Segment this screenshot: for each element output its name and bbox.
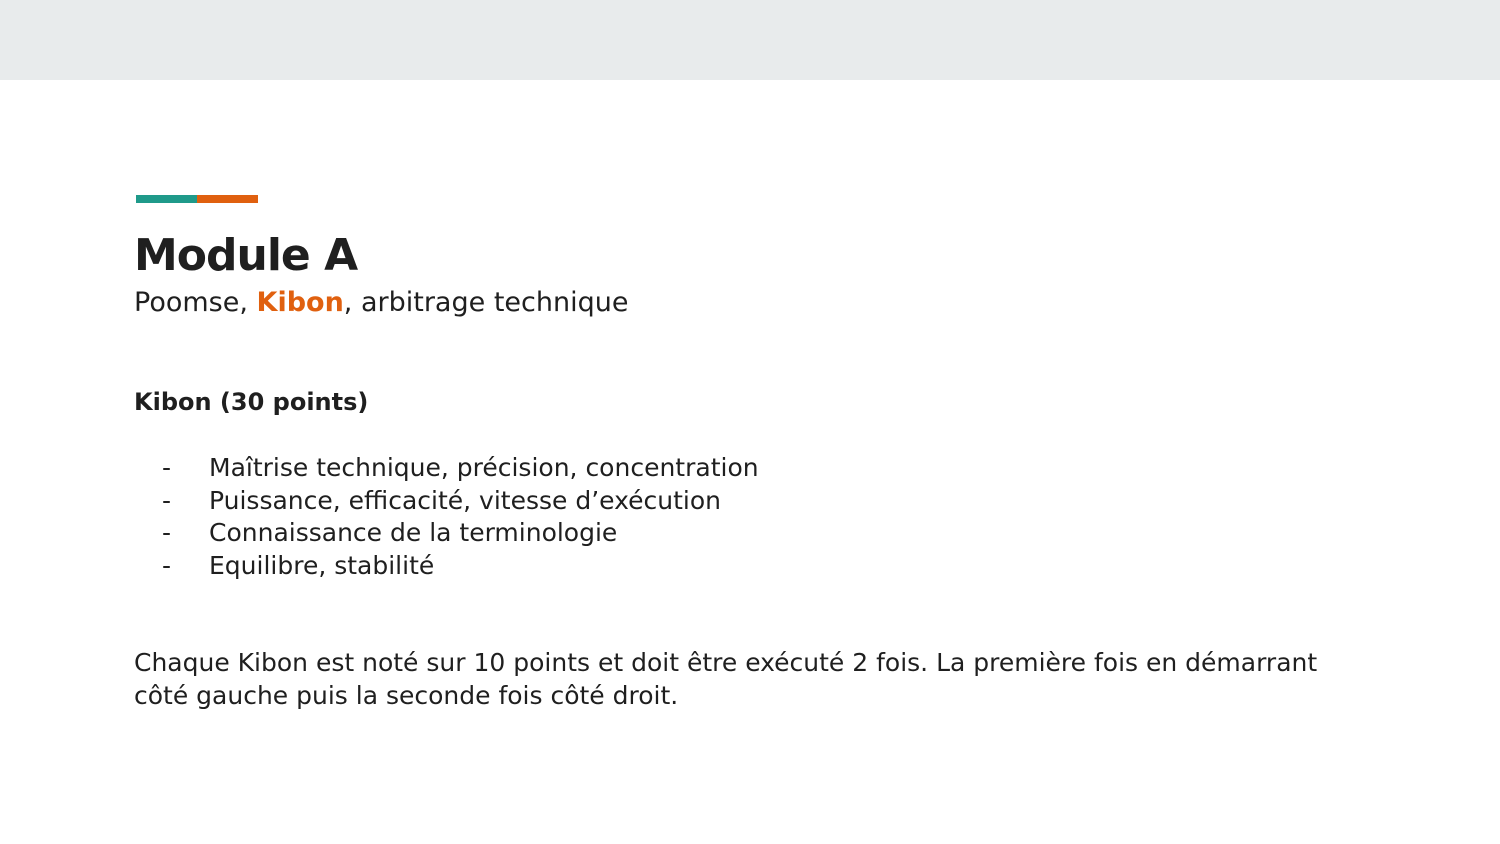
bullet-marker: - <box>162 550 172 580</box>
list-item <box>134 485 759 518</box>
list-item <box>134 550 759 583</box>
subtitle-highlight: Kibon <box>256 287 344 318</box>
subtitle-text-after: , arbitrage technique <box>343 287 629 318</box>
bullet-marker: - <box>162 453 172 482</box>
accent-bar <box>136 195 258 203</box>
body-paragraph: Chaque Kibon est noté sur 10 points et doit être exécuté 2 fois. La première fois en démarrant côté gauche puis la seconde fois côté droit. <box>134 648 1318 710</box>
slide-subtitle <box>134 287 628 319</box>
bullet-marker: - <box>162 518 172 547</box>
slide-title: Module A <box>134 230 358 281</box>
section-heading: Kibon (30 points) <box>134 388 369 416</box>
bullet-text: Maîtrise technique, précision, concentration <box>209 453 759 482</box>
subtitle-text-before: Poomse, <box>134 287 257 318</box>
bullet-text: Connaissance de la terminologie <box>209 518 618 547</box>
accent-bar-teal <box>136 195 197 203</box>
bullet-list <box>134 452 759 582</box>
bullet-text: Equilibre, stabilité <box>209 550 435 580</box>
accent-bar-orange <box>197 195 258 203</box>
slide <box>0 80 1500 844</box>
bullet-text: Puissance, efficacité, vitesse d’exécution <box>209 485 721 515</box>
list-item <box>134 452 759 485</box>
bullet-marker: - <box>162 485 172 515</box>
top-band <box>0 0 1500 80</box>
list-item <box>134 517 759 550</box>
